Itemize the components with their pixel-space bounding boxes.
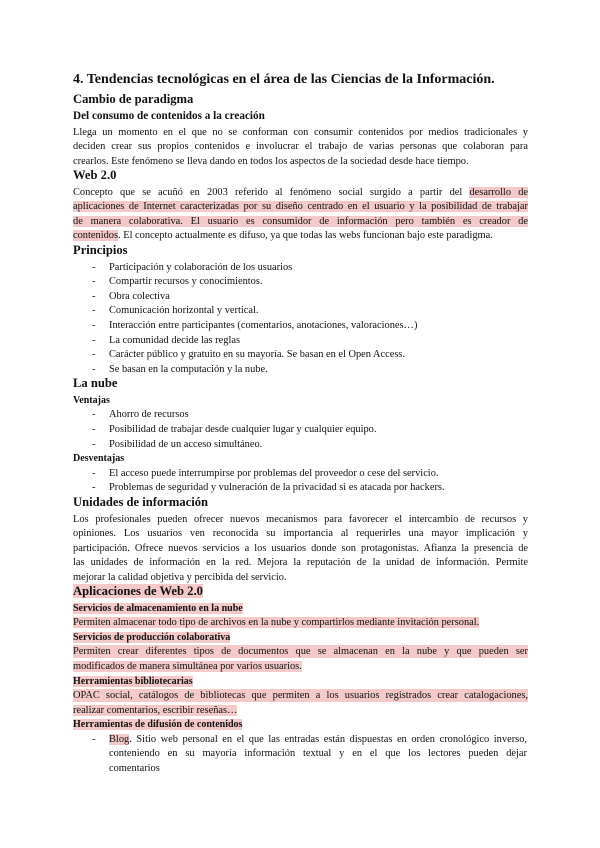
highlighted-text: Blog — [109, 734, 130, 745]
heading-la-nube: La nube — [73, 376, 118, 390]
bullet-marker: - — [92, 276, 96, 287]
list-item-continuation: conteniendo en su mayoría información textual y en el que los lectores pueden dejar — [109, 748, 527, 759]
bullet-marker: - — [92, 468, 96, 479]
paragraph-line — [73, 660, 302, 673]
highlighted-text: modificados de manera simultánea por varios usuarios. — [73, 661, 302, 672]
bullet-marker: - — [92, 305, 96, 316]
bullet-marker: - — [92, 291, 96, 302]
list-item: Obra colectiva — [109, 291, 170, 302]
paragraph-line — [73, 704, 237, 717]
highlighted-text: Servicios de producción colaborativa — [73, 632, 231, 643]
paragraph-line — [73, 200, 528, 213]
paragraph-line: las unidades de información en la red. Mejora la reputación de la unidad de información. Permite — [73, 557, 528, 568]
bullet-marker: - — [92, 262, 96, 273]
list-item: Interacción entre participantes (comentarios, anotaciones, valoraciones…) — [109, 320, 418, 331]
list-item: Problemas de seguridad y vulneración de la privacidad si es atacada por hackers. — [109, 482, 445, 493]
bullet-marker: - — [92, 320, 96, 331]
heading-bibliotecarias — [73, 675, 193, 688]
bullet-marker: - — [92, 349, 96, 360]
bullet-marker: - — [92, 409, 96, 420]
highlighted-text: realizar comentarios, escribir reseñas… — [73, 705, 238, 716]
bullet-marker: - — [92, 364, 96, 375]
highlighted-text: Herramientas bibliotecarias — [73, 676, 193, 687]
heading-desventajas: Desventajas — [73, 453, 125, 464]
bullet-marker: - — [92, 439, 96, 450]
heading-aplicaciones — [73, 585, 203, 598]
highlighted-text: Permiten almacenar todo tipo de archivos en la nube y compartirlos mediante invitación personal. — [73, 617, 480, 628]
highlighted-text: de manera colaborativa. El usuario es consumidor de información pero también es creador de — [73, 216, 528, 227]
heading-difusion — [73, 718, 242, 731]
list-item-continuation: comentarios — [109, 763, 160, 774]
heading-principios: Principios — [73, 243, 128, 257]
highlighted-text: Herramientas de difusión de contenidos — [73, 719, 243, 730]
heading-cambio-paradigma: Cambio de paradigma — [73, 92, 194, 106]
list-item: Compartir recursos y conocimientos. — [109, 276, 263, 287]
bullet-marker: - — [92, 424, 96, 435]
list-item: Posibilidad de un acceso simultáneo. — [109, 439, 263, 450]
heading-unidades: Unidades de información — [73, 495, 209, 509]
list-item: Participación y colaboración de los usuarios — [109, 262, 293, 273]
highlighted-text: desarrollo de — [469, 187, 529, 198]
heading-almacenamiento — [73, 602, 243, 615]
paragraph-line — [73, 229, 493, 242]
paragraph-line: mejorar la calidad objetiva y percibida del servicio. — [73, 572, 287, 583]
paragraph-line: Permiten crear diferentes tipos de documentos que se almacenan en la nube y que pueden ser — [73, 646, 528, 657]
heading-produccion — [73, 631, 230, 644]
text-span: Concepto que se acuñó en 2003 referido al fenómeno social surgido a partir del — [73, 187, 470, 198]
paragraph-line: opiniones. Los usuarios ven reconocida su importancia al requerirles una mayor implicación y — [73, 528, 528, 539]
heading-ventajas: Ventajas — [73, 395, 110, 406]
list-item: Carácter público y gratuito en su mayoría. Se basan en el Open Access. — [109, 349, 406, 360]
text-span: . El concepto actualmente es difuso, ya que todas las webs funcionan bajo este paradigma. — [118, 230, 493, 241]
paragraph-line: deciden crear sus propios contenidos e involucrar el trabajo de varias personas que colaboran para — [73, 141, 528, 152]
paragraph-line: Los profesionales pueden ofrecer nuevos mecanismos para favorecer el intercambio de recursos y — [73, 514, 528, 525]
list-item — [109, 733, 527, 746]
bullet-marker: - — [92, 734, 96, 745]
paragraph-line — [73, 215, 528, 228]
paragraph-line: participación. Ofrece nuevos servicios a los usuarios donde son protagonistas. Afianza la presencia de — [73, 543, 528, 554]
list-item: Comunicación horizontal y vertical. — [109, 305, 259, 316]
bullet-marker: - — [92, 335, 96, 346]
subheading-consumo: Del consumo de contenidos a la creación — [73, 110, 265, 122]
bullet-marker: - — [92, 482, 96, 493]
highlighted-text: contenidos — [73, 230, 119, 241]
paragraph-line: OPAC social, catálogos de bibliotecas que permiten a los usuarios registrados crear catalogaciones, — [73, 690, 528, 701]
heading-web20: Web 2.0 — [73, 168, 117, 182]
list-item: Posibilidad de trabajar desde cualquier lugar y cualquier equipo. — [109, 424, 377, 435]
paragraph-line — [73, 616, 479, 629]
list-item: El acceso puede interrumpirse por problemas del proveedor o cese del servicio. — [109, 468, 439, 479]
paragraph-line — [73, 186, 528, 199]
paragraph-line: crearlos. Este fenómeno se lleva dando en todos los aspectos de la sociedad desde hace tiempo. — [73, 156, 469, 167]
list-item: La comunidad decide las reglas — [109, 335, 240, 346]
list-item: Se basan en la computación y la nube. — [109, 364, 268, 375]
list-item: Ahorro de recursos — [109, 409, 189, 420]
text-span: . Sitio web personal en el que las entradas están dispuestas en orden cronológico inverso, — [129, 734, 527, 745]
highlighted-text: Aplicaciones de Web 2.0 — [73, 584, 203, 598]
highlighted-text: Servicios de almacenamiento en la nube — [73, 603, 243, 614]
highlighted-text: aplicaciones de Internet caracterizadas por su diseño centrado en el usuario y la posibilidad de trabajar — [73, 201, 528, 212]
paragraph-line: Llega un momento en el que no se conforman con consumir contenidos por medios tradicionales y — [73, 127, 528, 138]
page-title: 4. Tendencias tecnológicas en el área de las Ciencias de la Información. — [73, 72, 495, 87]
